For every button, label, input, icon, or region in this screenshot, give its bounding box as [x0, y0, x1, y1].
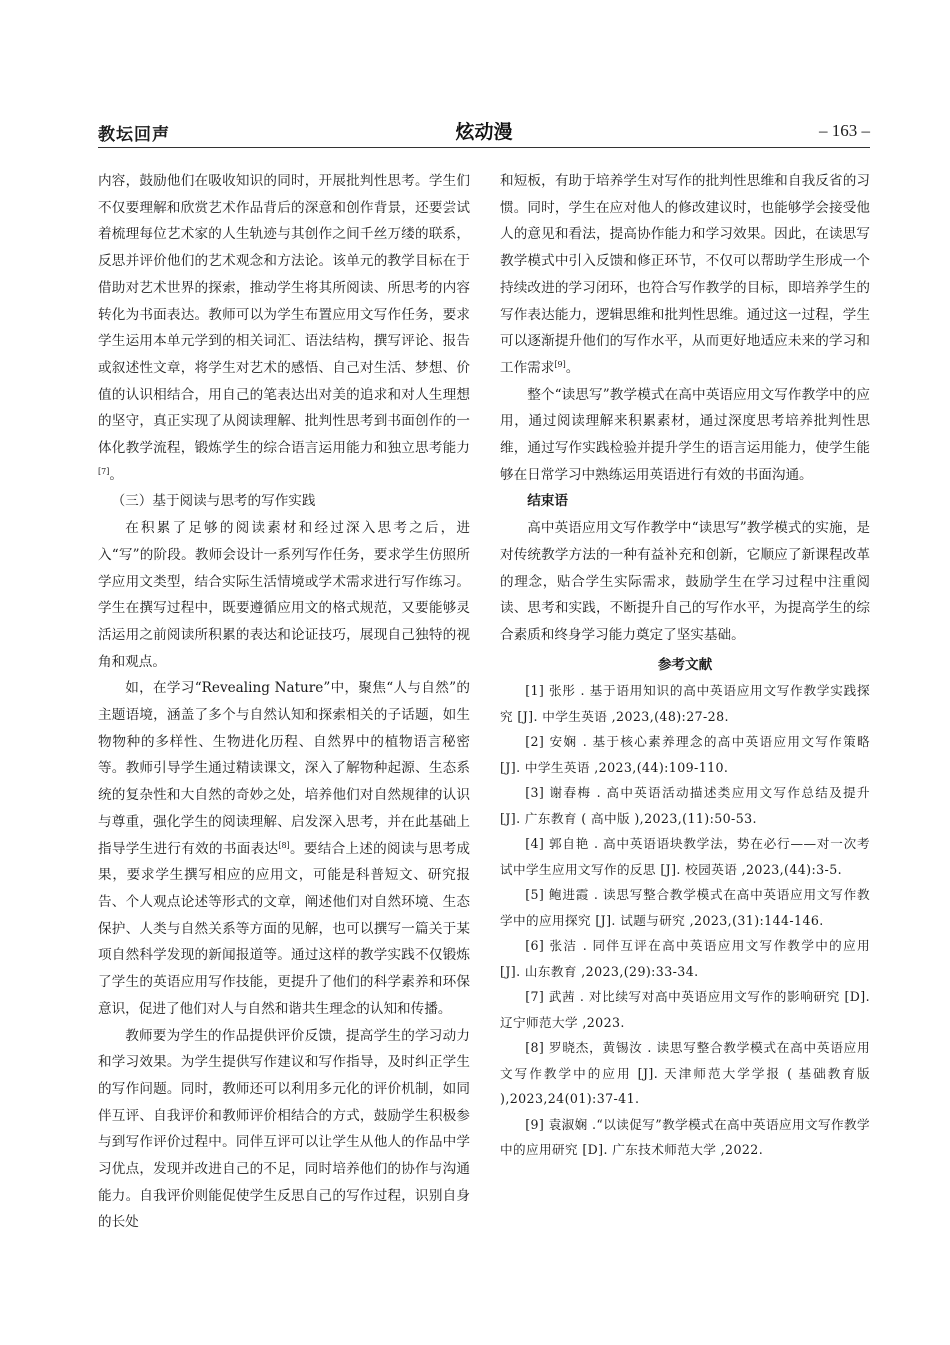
- page-header: [98, 117, 870, 149]
- reference-item: [1] 张彤 . 基于语用知识的高中英语应用文写作教学实践探究 [J]. 中学生英语 ,2023,(48):27-28.: [500, 683, 870, 724]
- paragraph: 整个“读思写”教学模式在高中英语应用文写作教学中的应用，通过阅读理解来积累素材，通过深度思考培养批判性思维，通过写作实践检验并提升学生的语言运用能力，使学生能够在日常学习中熟练运用英语进行有效的书面沟通。: [500, 386, 870, 483]
- reference-item: [2] 安娴 . 基于核心素养理念的高中英语应用文写作策略 [J]. 中学生英语 ,2023,(44):109-110.: [500, 734, 870, 775]
- citation: [9]: [554, 359, 566, 369]
- paragraph: 如，在学习“Revealing Nature”中，聚焦“人与自然”的主题语境，涵盖了多个与自然认知和探索相关的子话题，如生物物种的多样性、生物进化历程、自然界中的植物语言秘密等。教师引导学生通过精读课文，深入了解物种起源、生态系统的复杂性和大自然的奇妙之处，培养他们对自然规律的认识与尊重，强化学生的阅读理解、启发深入思考，并在此基础上指导学生进行有效的书面表达[8]。要结合上述的阅读与思考成果，要求学生撰写相应的应用文，可能是科普短文、研究报告、个人观点论述等形式的文章，阐述他们对自然环境、生态保护、人类与自然关系等方面的见解，也可以撰写一篇关于某项自然科学发现的新闻报道等。通过这样的教学实践不仅锻炼了学生的英语应用写作技能，更提升了他们的科学素养和环保意识，促进了他们对人与自然和谐共生理念的认知和传播。: [98, 680, 470, 1017]
- reference-item: [9] 袁淑娴 .“以读促写”教学模式在高中英语应用文写作教学中的应用研究 [D]. 广东技术师范大学 ,2022.: [500, 1116, 870, 1158]
- paragraph: 在积累了足够的阅读素材和经过深入思考之后，进入“写”的阶段。教师会设计一系列写作任务，要求学生仿照所学应用文类型，结合实际生活情境或学术需求进行写作练习。学生在撰写过程中，既要遵循应用文的格式规范，又要能够灵活运用之前阅读所积累的表达和论证技巧，展现自己独特的视角和观点。: [98, 520, 470, 670]
- journal-title: 炫动漫: [455, 121, 513, 143]
- reference-item: [3] 谢春梅 . 高中英语活动描述类应用文写作总结及提升 [J]. 广东教育 ( 高中版 ),2023,(11):50-53.: [500, 785, 870, 826]
- reference-item: [6] 张洁 . 同伴互评在高中英语应用文写作教学中的应用 [J]. 山东教育 ,2023,(29):33-34.: [500, 938, 870, 979]
- section-heading: （三）基于阅读与思考的写作实践: [111, 493, 316, 510]
- references-heading: 参考文献: [657, 656, 713, 673]
- reference-item: [5] 鲍进霞 . 读思写整合教学模式在高中英语应用文写作教学中的应用探究 [J]. 试题与研究 ,2023,(31):144-146.: [500, 887, 870, 928]
- right-column: [500, 168, 870, 1163]
- column-name: 教坛回声: [98, 125, 170, 145]
- paragraph: 内容，鼓励他们在吸收知识的同时，开展批判性思考。学生们不仅要理解和欣赏艺术作品背后的深意和创作背景，还要尝试着梳理每位艺术家的人生轨迹与其创作之间千丝万缕的联系，反思并评价他们的艺术观念和方法论。该单元的教学目标在于借助对艺术世界的探索，推动学生将其所阅读、所思考的内容转化为书面表达。教师可以为学生布置应用文写作任务，要求学生运用本单元学到的相关词汇、语法结构，撰写评论、报告或叙述性文章，将学生对艺术的感悟、自己对生活、梦想、价值的认识相结合，用自己的笔表达出对美的追求和对人生理想的坚守，真正实现了从阅读理解、批判性思考到书面创作的一体化教学流程，锻炼学生的综合语言运用能力和独立思考能力[7]。: [98, 173, 470, 483]
- reference-item: [7] 武茜 . 对比续写对高中英语应用文写作的影响研究 [D]. 辽宁师范大学 ,2023.: [500, 989, 870, 1030]
- paragraph: 和短板，有助于培养学生对写作的批判性思维和自我反省的习惯。同时，学生在应对他人的修改建议时，也能够学会接受他人的意见和看法，提高协作能力和学习效果。因此，在读思写教学模式中引入反馈和修正环节，不仅可以帮助学生形成一个持续改进的学习闭环，也符合写作教学的目标，即培养学生的写作表达能力，逻辑思维和批判性思维。通过这一过程，学生可以逐渐提升他们的写作水平，从而更好地适应未来的学习和工作需求[9]。: [500, 173, 870, 376]
- paragraph: 高中英语应用文写作教学中“读思写”教学模式的实施，是对传统教学方法的一种有益补充和创新，它顺应了新课程改革的理念，贴合学生实际需求，鼓励学生在学习过程中注重阅读、思考和实践，不断提升自己的写作水平，为提高学生的综合素质和终身学习能力奠定了坚实基础。: [500, 520, 870, 643]
- header-rule: [98, 147, 870, 148]
- paragraph: 教师要为学生的作品提供评价反馈，提高学生的学习动力和学习效果。为学生提供写作建议和写作指导，及时纠正学生的写作问题。同时，教师还可以利用多元化的评价机制，如同伴互评、自我评价和教师评价相结合的方式，鼓励学生积极参与到写作评价过程中。同伴互评可以让学生从他人的作品中学习优点，发现并改进自己的不足，同时培养他们的协作与沟通能力。自我评价则能促使学生反思自己的写作过程，识别自身的长处: [98, 1027, 470, 1231]
- page-number: – 163 –: [819, 121, 870, 140]
- reference-item: [4] 郭自艳 . 高中英语语块教学法，势在必行——对一次考试中学生应用文写作的反思 [J]. 校园英语 ,2023,(44):3-5.: [500, 836, 870, 877]
- citation: [8]: [278, 840, 290, 850]
- citation: [7]: [98, 466, 110, 476]
- conclusion-heading: 结束语: [527, 493, 568, 510]
- left-column: [98, 168, 470, 1236]
- reference-item: [8] 罗晓杰，黄锡汝 . 读思写整合教学模式在高中英语应用文写作教学中的应用 [J]. 天津师范大学学报 ( 基础教育版 ),2023,24(01):37-41.: [500, 1040, 870, 1107]
